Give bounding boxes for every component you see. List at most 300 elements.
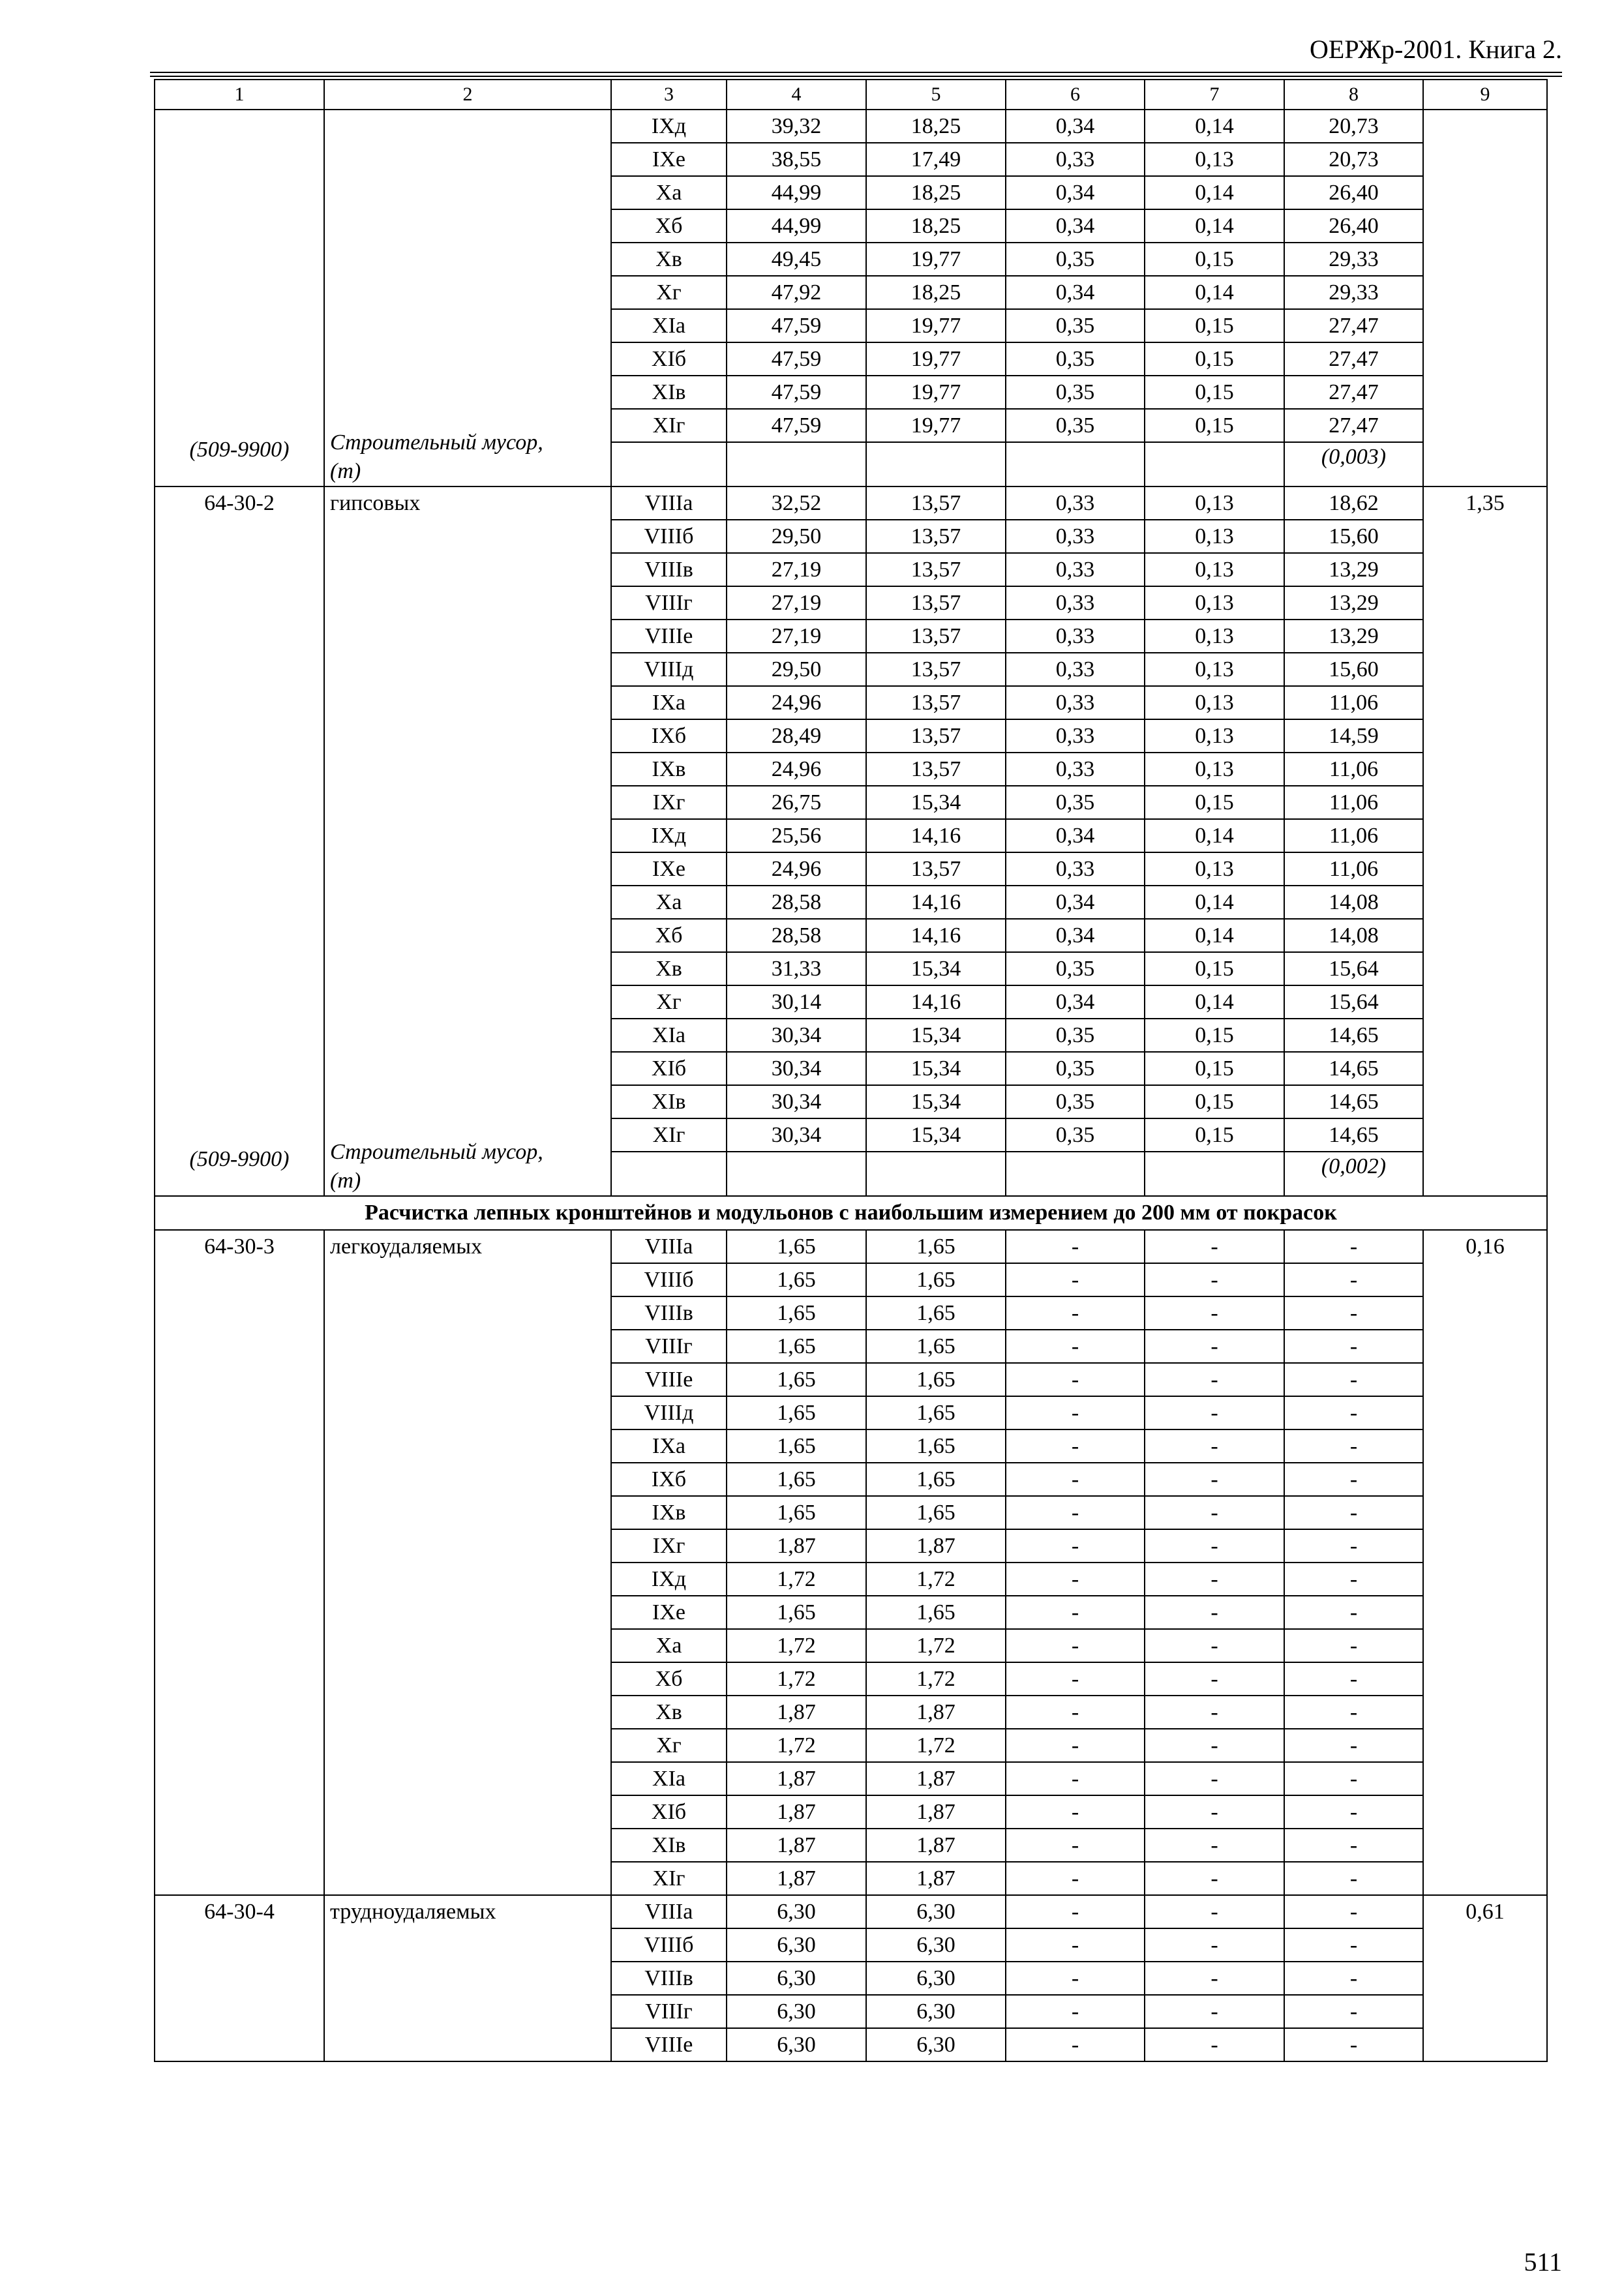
value-cell-col8: 26,40 (1284, 176, 1423, 209)
value-cell-col4: 32,52 (727, 486, 866, 520)
value-cell-col6: - (1006, 1429, 1145, 1463)
region-cell: XIа (611, 1019, 727, 1052)
value-cell-col7: - (1145, 1995, 1284, 2028)
value-cell-col6: - (1006, 1230, 1145, 1263)
value-cell-col4: 49,45 (727, 243, 866, 276)
value-cell-col5: 14,16 (866, 985, 1006, 1019)
region-cell: XIа (611, 309, 727, 342)
value-cell-col5: 13,57 (866, 586, 1006, 620)
value-cell-col6: 0,33 (1006, 753, 1145, 786)
value-cell-col7: 0,13 (1145, 686, 1284, 719)
region-cell: VIIIв (611, 1296, 727, 1330)
coefficient-cell: 0,61 (1423, 1895, 1547, 2061)
value-cell-col7: - (1145, 1762, 1284, 1795)
value-cell-col8: 14,65 (1284, 1019, 1423, 1052)
value-cell-col7: - (1145, 1829, 1284, 1862)
waste-resource-name: Строительный мусор, (т) (330, 430, 543, 483)
value-cell-col6: 0,33 (1006, 143, 1145, 176)
value-cell-col5: 6,30 (866, 1928, 1006, 1962)
value-cell-col5: 1,65 (866, 1230, 1006, 1263)
value-cell-col4: 28,49 (727, 719, 866, 753)
value-cell-col4: 47,59 (727, 376, 866, 409)
value-cell-col5: 1,72 (866, 1662, 1006, 1696)
value-cell-col6: 0,34 (1006, 209, 1145, 243)
value-cell-col4: 39,32 (727, 110, 866, 143)
value-cell-col4: 29,50 (727, 653, 866, 686)
region-cell: XIв (611, 1829, 727, 1862)
table-row (155, 1895, 1547, 1928)
value-cell-col6: - (1006, 2028, 1145, 2061)
region-cell: Xв (611, 1696, 727, 1729)
value-cell-col4: 1,65 (727, 1296, 866, 1330)
region-cell: VIIIе (611, 620, 727, 653)
rate-code-cell (155, 1895, 324, 2061)
region-cell: VIIIг (611, 1330, 727, 1363)
region-cell: VIIIд (611, 1396, 727, 1429)
value-cell-col7: 0,15 (1145, 1019, 1284, 1052)
value-cell-col7: - (1145, 1463, 1284, 1496)
region-cell: XIб (611, 1052, 727, 1085)
region-cell: VIIIб (611, 1263, 727, 1296)
page-number: 511 (1524, 2247, 1562, 2277)
value-cell-col5: 1,87 (866, 1795, 1006, 1829)
value-cell-col8: - (1284, 1463, 1423, 1496)
rate-code-cell (155, 486, 324, 1196)
value-cell-col8: - (1284, 1563, 1423, 1596)
value-cell-col8: - (1284, 2028, 1423, 2061)
value-cell-col8: 14,65 (1284, 1052, 1423, 1085)
region-cell: IXе (611, 1596, 727, 1629)
value-cell-col6: - (1006, 1596, 1145, 1629)
value-cell-col5: 18,25 (866, 176, 1006, 209)
value-cell-col7: - (1145, 1529, 1284, 1563)
value-cell-col7: 0,13 (1145, 520, 1284, 553)
section-heading-row (155, 1196, 1547, 1230)
rate-code: 64-30-2 (204, 491, 275, 515)
waste-quantity: (0,003) (1284, 442, 1423, 486)
region-cell: IXа (611, 1429, 727, 1463)
value-cell-col6: 0,35 (1006, 376, 1145, 409)
waste-empty-cell (866, 1152, 1006, 1196)
value-cell-col8: 14,08 (1284, 919, 1423, 952)
region-cell: VIIIг (611, 1995, 727, 2028)
waste-resource-name: Строительный мусор, (т) (330, 1140, 543, 1193)
region-cell: Xа (611, 176, 727, 209)
value-cell-col7: 0,13 (1145, 852, 1284, 886)
value-cell-col7: - (1145, 2028, 1284, 2061)
value-cell-col8: 15,64 (1284, 985, 1423, 1019)
value-cell-col4: 38,55 (727, 143, 866, 176)
value-cell-col4: 6,30 (727, 1895, 866, 1928)
value-cell-col4: 47,59 (727, 342, 866, 376)
region-cell: IXд (611, 819, 727, 852)
value-cell-col7: 0,13 (1145, 143, 1284, 176)
value-cell-col6: - (1006, 1363, 1145, 1396)
region-cell: VIIIа (611, 1230, 727, 1263)
region-cell: Xг (611, 276, 727, 309)
value-cell-col5: 15,34 (866, 1085, 1006, 1118)
column-number: 3 (611, 80, 727, 110)
value-cell-col8: 18,62 (1284, 486, 1423, 520)
value-cell-col4: 30,34 (727, 1085, 866, 1118)
value-cell-col7: - (1145, 1563, 1284, 1596)
column-number: 4 (727, 80, 866, 110)
value-cell-col7: - (1145, 1795, 1284, 1829)
waste-empty-cell (1145, 442, 1284, 486)
region-cell: XIб (611, 342, 727, 376)
value-cell-col6: 0,34 (1006, 919, 1145, 952)
value-cell-col4: 47,59 (727, 409, 866, 442)
waste-empty-cell (866, 442, 1006, 486)
value-cell-col8: 11,06 (1284, 753, 1423, 786)
value-cell-col4: 6,30 (727, 1962, 866, 1995)
value-cell-col6: - (1006, 1463, 1145, 1496)
value-cell-col4: 26,75 (727, 786, 866, 819)
value-cell-col5: 14,16 (866, 919, 1006, 952)
value-cell-col8: 14,59 (1284, 719, 1423, 753)
region-cell: IXа (611, 686, 727, 719)
value-cell-col7: 0,14 (1145, 919, 1284, 952)
value-cell-col6: - (1006, 1662, 1145, 1696)
value-cell-col4: 44,99 (727, 209, 866, 243)
region-cell: Xв (611, 952, 727, 985)
region-cell: XIг (611, 1118, 727, 1152)
value-cell-col4: 1,65 (727, 1596, 866, 1629)
value-cell-col8: 14,65 (1284, 1118, 1423, 1152)
value-cell-col7: 0,13 (1145, 753, 1284, 786)
value-cell-col5: 1,87 (866, 1829, 1006, 1862)
value-cell-col7: - (1145, 1696, 1284, 1729)
value-cell-col6: 0,35 (1006, 1085, 1145, 1118)
value-cell-col8: 29,33 (1284, 243, 1423, 276)
value-cell-col5: 15,34 (866, 1118, 1006, 1152)
waste-empty-cell (1145, 1152, 1284, 1196)
value-cell-col5: 6,30 (866, 1895, 1006, 1928)
value-cell-col7: - (1145, 1729, 1284, 1762)
value-cell-col6: - (1006, 1263, 1145, 1296)
value-cell-col8: 11,06 (1284, 852, 1423, 886)
value-cell-col5: 19,77 (866, 309, 1006, 342)
value-cell-col8: 27,47 (1284, 376, 1423, 409)
estimate-table (154, 79, 1548, 2062)
value-cell-col4: 1,65 (727, 1230, 866, 1263)
value-cell-col8: - (1284, 1829, 1423, 1862)
column-number: 2 (324, 80, 611, 110)
region-cell: IXг (611, 1529, 727, 1563)
value-cell-col7: - (1145, 1596, 1284, 1629)
waste-empty-cell (727, 442, 866, 486)
value-cell-col6: 0,35 (1006, 1118, 1145, 1152)
value-cell-col8: 27,47 (1284, 409, 1423, 442)
value-cell-col4: 1,65 (727, 1429, 866, 1463)
value-cell-col7: 0,15 (1145, 952, 1284, 985)
value-cell-col8: 15,60 (1284, 653, 1423, 686)
value-cell-col8: 14,65 (1284, 1085, 1423, 1118)
value-cell-col5: 17,49 (866, 143, 1006, 176)
value-cell-col4: 30,34 (727, 1019, 866, 1052)
column-number: 7 (1145, 80, 1284, 110)
value-cell-col6: - (1006, 1895, 1145, 1928)
waste-region-empty (611, 1152, 727, 1196)
value-cell-col5: 19,77 (866, 376, 1006, 409)
value-cell-col8: 13,29 (1284, 586, 1423, 620)
column-number: 5 (866, 80, 1006, 110)
value-cell-col4: 1,72 (727, 1629, 866, 1662)
value-cell-col7: 0,14 (1145, 209, 1284, 243)
value-cell-col4: 6,30 (727, 1995, 866, 2028)
waste-region-empty (611, 442, 727, 486)
value-cell-col7: 0,13 (1145, 486, 1284, 520)
value-cell-col6: 0,33 (1006, 486, 1145, 520)
region-cell: IXд (611, 1563, 727, 1596)
rate-code-cell (155, 1230, 324, 1895)
column-number: 8 (1284, 80, 1423, 110)
value-cell-col4: 27,19 (727, 553, 866, 586)
region-cell: IXе (611, 143, 727, 176)
header-rule (150, 72, 1562, 73)
page-header-title: ОЕРЖр-2001. Книга 2. (1310, 35, 1562, 64)
region-cell: VIIIб (611, 520, 727, 553)
value-cell-col6: 0,33 (1006, 553, 1145, 586)
value-cell-col8: - (1284, 1529, 1423, 1563)
region-cell: IXв (611, 1496, 727, 1529)
value-cell-col5: 13,57 (866, 753, 1006, 786)
value-cell-col6: 0,34 (1006, 176, 1145, 209)
value-cell-col8: 20,73 (1284, 110, 1423, 143)
value-cell-col5: 13,57 (866, 520, 1006, 553)
value-cell-col8: 27,47 (1284, 309, 1423, 342)
value-cell-col8: - (1284, 1330, 1423, 1363)
value-cell-col8: 11,06 (1284, 786, 1423, 819)
value-cell-col6: 0,33 (1006, 520, 1145, 553)
value-cell-col5: 6,30 (866, 2028, 1006, 2061)
value-cell-col7: - (1145, 1662, 1284, 1696)
value-cell-col5: 14,16 (866, 819, 1006, 852)
table-row (155, 1230, 1547, 1263)
value-cell-col8: - (1284, 1995, 1423, 2028)
value-cell-col4: 1,65 (727, 1463, 866, 1496)
value-cell-col5: 13,57 (866, 686, 1006, 719)
value-cell-col5: 15,34 (866, 1052, 1006, 1085)
value-cell-col6: - (1006, 1629, 1145, 1662)
table-row (155, 110, 1547, 143)
region-cell: IXг (611, 786, 727, 819)
region-cell: VIIIа (611, 1895, 727, 1928)
rate-code-cell (155, 110, 324, 486)
value-cell-col6: 0,33 (1006, 586, 1145, 620)
region-cell: XIг (611, 409, 727, 442)
region-cell: VIIIв (611, 1962, 727, 1995)
value-cell-col4: 27,19 (727, 620, 866, 653)
value-cell-col6: - (1006, 1563, 1145, 1596)
value-cell-col7: 0,15 (1145, 309, 1284, 342)
region-cell: IXе (611, 852, 727, 886)
table-row (155, 486, 1547, 520)
value-cell-col7: 0,15 (1145, 243, 1284, 276)
value-cell-col5: 19,77 (866, 409, 1006, 442)
value-cell-col4: 28,58 (727, 886, 866, 919)
value-cell-col8: 27,47 (1284, 342, 1423, 376)
region-cell: Xг (611, 985, 727, 1019)
waste-empty-cell (1006, 442, 1145, 486)
value-cell-col7: 0,15 (1145, 342, 1284, 376)
value-cell-col5: 1,65 (866, 1463, 1006, 1496)
coefficient-cell: 1,35 (1423, 486, 1547, 1196)
value-cell-col4: 1,87 (727, 1862, 866, 1895)
value-cell-col6: 0,35 (1006, 1019, 1145, 1052)
value-cell-col5: 1,72 (866, 1729, 1006, 1762)
value-cell-col6: 0,35 (1006, 409, 1145, 442)
value-cell-col6: 0,33 (1006, 653, 1145, 686)
value-cell-col4: 27,19 (727, 586, 866, 620)
value-cell-col7: - (1145, 1429, 1284, 1463)
value-cell-col7: - (1145, 1962, 1284, 1995)
value-cell-col4: 24,96 (727, 753, 866, 786)
value-cell-col5: 13,57 (866, 620, 1006, 653)
value-cell-col7: - (1145, 1862, 1284, 1895)
value-cell-col5: 19,77 (866, 342, 1006, 376)
value-cell-col5: 1,65 (866, 1496, 1006, 1529)
value-cell-col5: 14,16 (866, 886, 1006, 919)
value-cell-col7: 0,15 (1145, 1085, 1284, 1118)
rate-code: 64-30-4 (204, 1900, 275, 1924)
value-cell-col8: 11,06 (1284, 686, 1423, 719)
value-cell-col7: - (1145, 1296, 1284, 1330)
region-cell: Xб (611, 919, 727, 952)
value-cell-col5: 13,57 (866, 486, 1006, 520)
value-cell-col8: - (1284, 1396, 1423, 1429)
value-cell-col6: 0,34 (1006, 110, 1145, 143)
value-cell-col7: - (1145, 1928, 1284, 1962)
value-cell-col7: 0,13 (1145, 586, 1284, 620)
value-cell-col8: - (1284, 1496, 1423, 1529)
value-cell-col8: 26,40 (1284, 209, 1423, 243)
value-cell-col5: 1,65 (866, 1330, 1006, 1363)
value-cell-col4: 1,87 (727, 1529, 866, 1563)
value-cell-col4: 1,65 (727, 1396, 866, 1429)
column-number: 6 (1006, 80, 1145, 110)
value-cell-col6: 0,34 (1006, 276, 1145, 309)
value-cell-col4: 47,92 (727, 276, 866, 309)
value-cell-col8: - (1284, 1729, 1423, 1762)
value-cell-col7: 0,14 (1145, 176, 1284, 209)
value-cell-col7: 0,14 (1145, 819, 1284, 852)
value-cell-col4: 29,50 (727, 520, 866, 553)
value-cell-col5: 13,57 (866, 553, 1006, 586)
region-cell: VIIIг (611, 586, 727, 620)
waste-resource-code: (509-9900) (189, 1147, 290, 1171)
section-heading: Расчистка лепных кронштейнов и модульонов с наибольшим измерением до 200 мм от покрасок (155, 1196, 1547, 1230)
value-cell-col7: - (1145, 1230, 1284, 1263)
value-cell-col5: 1,87 (866, 1696, 1006, 1729)
value-cell-col4: 28,58 (727, 919, 866, 952)
region-cell: Xб (611, 1662, 727, 1696)
value-cell-col5: 6,30 (866, 1962, 1006, 1995)
value-cell-col5: 1,65 (866, 1396, 1006, 1429)
value-cell-col7: 0,13 (1145, 620, 1284, 653)
value-cell-col7: - (1145, 1396, 1284, 1429)
value-cell-col5: 19,77 (866, 243, 1006, 276)
value-cell-col6: - (1006, 1829, 1145, 1862)
value-cell-col6: 0,33 (1006, 620, 1145, 653)
region-cell: XIв (611, 376, 727, 409)
value-cell-col4: 30,34 (727, 1118, 866, 1152)
region-cell: XIа (611, 1762, 727, 1795)
value-cell-col6: 0,35 (1006, 243, 1145, 276)
value-cell-col7: 0,13 (1145, 719, 1284, 753)
value-cell-col7: - (1145, 1363, 1284, 1396)
value-cell-col6: - (1006, 1928, 1145, 1962)
value-cell-col6: 0,34 (1006, 819, 1145, 852)
value-cell-col5: 1,72 (866, 1629, 1006, 1662)
value-cell-col6: - (1006, 1396, 1145, 1429)
value-cell-col6: - (1006, 1296, 1145, 1330)
region-cell: Xг (611, 1729, 727, 1762)
value-cell-col7: 0,15 (1145, 1118, 1284, 1152)
waste-resource-code: (509-9900) (189, 438, 290, 462)
value-cell-col4: 1,65 (727, 1363, 866, 1396)
value-cell-col6: - (1006, 1962, 1145, 1995)
region-cell: IXб (611, 1463, 727, 1496)
value-cell-col8: - (1284, 1263, 1423, 1296)
value-cell-col8: 13,29 (1284, 553, 1423, 586)
value-cell-col5: 1,72 (866, 1563, 1006, 1596)
value-cell-col7: 0,15 (1145, 786, 1284, 819)
value-cell-col4: 1,65 (727, 1330, 866, 1363)
value-cell-col7: 0,13 (1145, 553, 1284, 586)
value-cell-col7: 0,14 (1145, 110, 1284, 143)
value-cell-col5: 18,25 (866, 276, 1006, 309)
region-cell: IXв (611, 753, 727, 786)
value-cell-col8: 11,06 (1284, 819, 1423, 852)
value-cell-col4: 30,34 (727, 1052, 866, 1085)
value-cell-col4: 24,96 (727, 686, 866, 719)
column-number: 9 (1423, 80, 1547, 110)
value-cell-col5: 1,65 (866, 1429, 1006, 1463)
value-cell-col6: 0,33 (1006, 852, 1145, 886)
value-cell-col6: 0,35 (1006, 952, 1145, 985)
work-name: гипсовых (330, 491, 421, 515)
value-cell-col7: - (1145, 1496, 1284, 1529)
value-cell-col4: 44,99 (727, 176, 866, 209)
region-cell: Xб (611, 209, 727, 243)
waste-empty-cell (1006, 1152, 1145, 1196)
value-cell-col5: 1,65 (866, 1263, 1006, 1296)
value-cell-col8: - (1284, 1429, 1423, 1463)
value-cell-col8: - (1284, 1696, 1423, 1729)
value-cell-col6: - (1006, 1995, 1145, 2028)
value-cell-col7: 0,15 (1145, 376, 1284, 409)
value-cell-col4: 6,30 (727, 2028, 866, 2061)
value-cell-col6: - (1006, 1330, 1145, 1363)
value-cell-col4: 1,87 (727, 1795, 866, 1829)
value-cell-col4: 6,30 (727, 1928, 866, 1962)
value-cell-col8: - (1284, 1795, 1423, 1829)
value-cell-col6: - (1006, 1862, 1145, 1895)
region-cell: IXд (611, 110, 727, 143)
value-cell-col7: 0,15 (1145, 409, 1284, 442)
region-cell: VIIIд (611, 653, 727, 686)
value-cell-col8: - (1284, 1629, 1423, 1662)
region-cell: VIIIе (611, 1363, 727, 1396)
value-cell-col8: 29,33 (1284, 276, 1423, 309)
value-cell-col5: 1,65 (866, 1596, 1006, 1629)
value-cell-col7: 0,13 (1145, 653, 1284, 686)
value-cell-col4: 47,59 (727, 309, 866, 342)
coefficient-cell (1423, 110, 1547, 486)
table-body (155, 80, 1547, 2061)
value-cell-col5: 18,25 (866, 110, 1006, 143)
